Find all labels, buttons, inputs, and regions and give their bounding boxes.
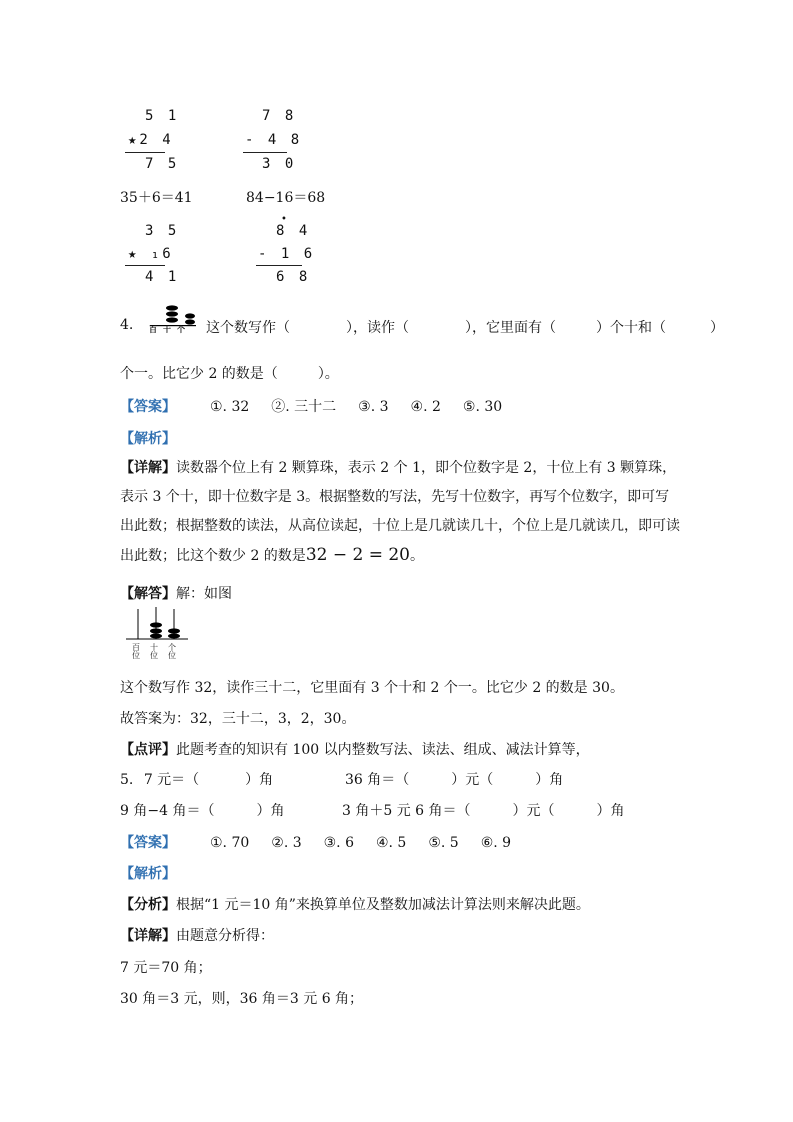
q4-line2: 个一。比它少 2 的数是（ ）。 (120, 366, 339, 382)
calc-line (125, 265, 165, 266)
abacus-icon-small (146, 302, 198, 346)
carry-dot: • (281, 214, 287, 225)
q4-solve: 【解答】解：如图 (120, 586, 232, 602)
q4-result: 这个数写作 32，读作三十二，它里面有 3 个十和 2 个一。比它少 2 的数是 30。 (120, 680, 624, 696)
calc-top: 3 5 (145, 223, 180, 239)
calc-top: 5 1 (145, 108, 180, 124)
calc-result: 3 0 (262, 156, 297, 172)
q4-analysis-label: 【解析】 (120, 431, 176, 447)
calc-result: 7 5 (145, 156, 180, 172)
calc-result: 4 1 (145, 269, 180, 285)
q5-row1: 5. 7 元＝（ ）角 (120, 772, 274, 788)
q5-row2: 9 角−4 角＝（ ）角 (120, 803, 285, 819)
q4-answer-row: 【答案】 ①. 32 ②. 三十二 ③. 3 ④. 2 ⑤. 30 (120, 399, 503, 415)
q5-analysis: 【分析】根据“1 元＝10 角”来换算单位及整数加减法计算法则来解决此题。 (120, 897, 590, 913)
answer-label: 【答案】 (120, 399, 176, 415)
q5-detail: 【详解】由题意分析得： (120, 928, 274, 944)
calc-operand: ★ ₁6 (128, 246, 174, 262)
answer-label: 【答案】 (120, 835, 176, 851)
q5-row1b: 36 角＝（ ）元（ ）角 (345, 772, 564, 788)
calc-line (125, 152, 165, 153)
q4-number: 4. (120, 317, 134, 333)
q4-comment: 【点评】此题考查的知识有 100 以内整数写法、读法、组成、减法计算等， (120, 742, 590, 758)
abacus-labels-small: 百 十 个 (149, 325, 185, 334)
q4-detail: 【详解】读数器个位上有 2 颗算珠，表示 2 个 1，即个位数字是 2，十位上有 3 颗算珠，表示 3 个十，即十位数字是 3。根据整数的写法，先写十位数字，再写个位数字，即可写出此数；根据整数的读法，从高位读起，十位上是几就读几十，个位上是几就读几，即可读出此数；比这个数少 2 的数是32 − 2 = 20。 (120, 460, 680, 565)
calc-line (256, 265, 302, 266)
q5-line1: 7 元＝70 角； (120, 960, 212, 976)
calc-operand: ★2 4 (128, 132, 174, 148)
calc-result: 6 8 (276, 269, 311, 285)
calc-operand: - 1 6 (258, 246, 316, 262)
calc-top: 7 8 (262, 108, 297, 124)
equation-right: 84−16＝68 (246, 190, 326, 206)
q4-line1: 这个数写作（ ），读作（ ），它里面有（ ）个十和（ ） (206, 320, 724, 336)
q5-line2: 30 角＝3 元，则，36 角＝3 元 6 角； (120, 991, 364, 1007)
equation-left: 35＋6＝41 (120, 190, 193, 206)
q5-row2b: 3 角＋5 元 6 角＝（ ）元（ ）角 (342, 803, 625, 819)
abacus-labels: 百位十位个位 (132, 643, 176, 660)
q5-answer-row: 【答案】 ①. 70 ②. 3 ③. 6 ④. 5 ⑤. 5 ⑥. 9 (120, 835, 512, 851)
calc-top: 8 4 (276, 223, 311, 239)
q5-analysis-label: 【解析】 (120, 866, 176, 882)
q4-final-answer: 故答案为：32，三十二，3，2，30。 (120, 711, 356, 727)
abacus-diagram (124, 605, 192, 645)
calc-line (243, 152, 287, 153)
calc-operand: - 4 8 (245, 132, 303, 148)
